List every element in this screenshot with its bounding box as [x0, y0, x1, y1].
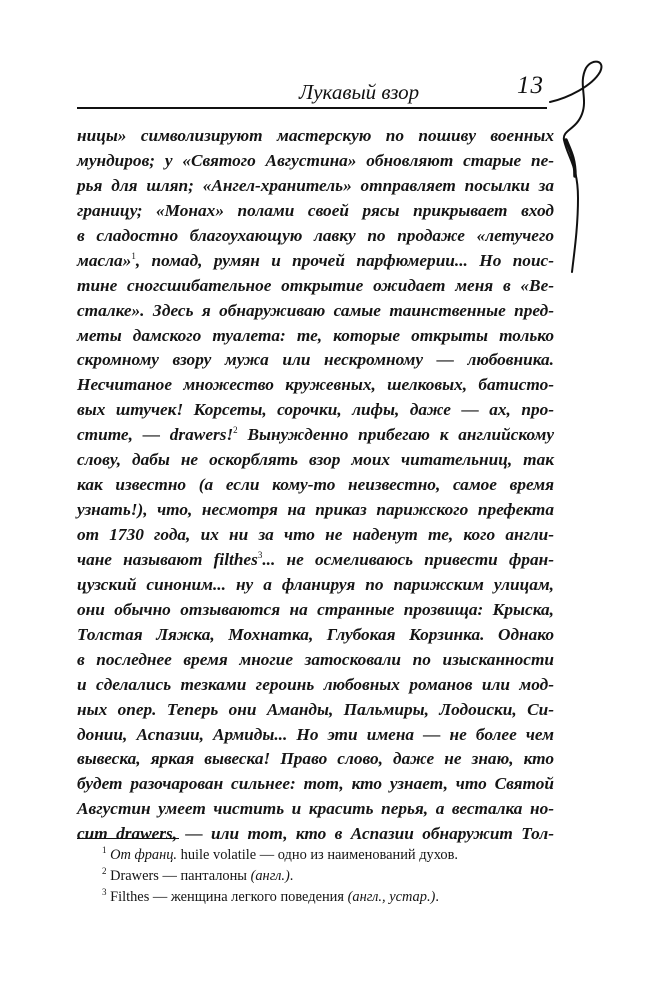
body-line-text: в сладостно благоухающую лавку по продаже «летучего — [77, 225, 554, 245]
body-line — [77, 698, 554, 723]
body-line — [77, 348, 554, 373]
body-line — [77, 747, 554, 772]
body-line — [77, 224, 554, 249]
footnote-marker: 3 — [257, 550, 263, 561]
body-line-text: Августин умеет чистить и красить перья, а весталка но- — [77, 799, 554, 819]
body-line — [77, 398, 554, 423]
body-line-text: слову, дабы не оскорблять взор моих читательниц, так — [77, 450, 554, 470]
body-line — [77, 548, 554, 573]
body-line-text: Несчитаное множество кружевных, шелковых, батисто- — [77, 375, 554, 395]
body-line — [77, 274, 554, 299]
body-line-text-continued: , помад, румян и прочей парфюмерии... Но поис- — [135, 250, 554, 270]
body-line — [77, 498, 554, 523]
body-line-text-continued: ... не осмеливаюсь привести фран- — [262, 549, 554, 569]
body-line-text: будет разочарован сильнее: тот, кто узнает, что Святой — [77, 774, 554, 794]
body-line-text: вывеска, яркая вывеска! Право слово, даже не знаю, кто — [77, 749, 554, 769]
body-line — [77, 373, 554, 398]
footnote-marker: 2 — [233, 425, 238, 436]
body-line — [77, 772, 554, 797]
body-line-text: ницы» символизируют мастерскую по пошиву военных — [77, 126, 554, 145]
body-line — [77, 648, 554, 673]
footnote — [102, 887, 562, 908]
body-line — [77, 423, 554, 448]
body-line-text: стите, — drawers! — [77, 425, 234, 445]
body-line-text: Толстая Ляжка, Мохнатка, Глубокая Корзинка. Однако — [77, 624, 554, 644]
body-line-text: границу; «Монах» полами своей рясы прикрывает вход — [77, 200, 554, 220]
body-line — [77, 822, 554, 847]
running-title: Лукавый взор — [299, 80, 420, 104]
footnote-text: Drawers — панталоны — [110, 868, 251, 884]
body-line-text: чане называют filthes — [77, 549, 258, 569]
footnote — [102, 866, 562, 887]
body-line-text: они обычно отзываются на странные прозвища: Крыска, — [77, 599, 554, 619]
header-rule — [77, 107, 547, 109]
footnote-tail: . — [289, 868, 294, 884]
body-line-text-continued: Вынужденно прибегаю к английскому — [237, 425, 554, 445]
body-line — [77, 573, 554, 598]
footnote-text: Filthes — женщина легкого поведения — [110, 889, 348, 905]
body-line-text: рья для шляп; «Ангел-хранитель» отправляет посылки за — [77, 175, 554, 195]
body-line-text: донии, Аспазии, Армиды... Но эти имена — не более чем — [77, 724, 554, 744]
footnote-marker: 1 — [131, 250, 136, 261]
body-line — [77, 473, 554, 498]
body-text — [77, 124, 554, 847]
body-line — [77, 448, 554, 473]
footnote — [102, 845, 562, 866]
footnote-number: 2 — [102, 866, 107, 877]
body-line — [77, 598, 554, 623]
decorative-flourish-icon — [548, 58, 628, 278]
body-line-text: и сделались тезками героинь любовных романов или мод- — [77, 674, 554, 694]
footnote-italic: От франц. — [110, 847, 178, 863]
footnotes — [102, 845, 562, 908]
footnote-text: huile volatile — одно из наименований духов. — [177, 847, 458, 863]
body-line-text: масла» — [77, 250, 132, 270]
body-line-text: узнать!), что, несмотря на приказ парижского префекта — [77, 500, 554, 520]
body-line — [77, 723, 554, 748]
body-line-text: вых штучек! Корсеты, сорочки, лифы, даже — ах, про- — [77, 400, 554, 420]
footnote-tail: . — [435, 889, 439, 905]
body-line-text: от 1730 года, их ни за что не наденут те, кого англи- — [77, 525, 554, 544]
body-line — [77, 523, 554, 548]
page-number: 13 — [517, 72, 544, 99]
footnote-rule — [77, 838, 179, 839]
body-line — [77, 124, 554, 149]
body-line-text: скромному взору мужа или нескромному — любовника. — [77, 350, 554, 370]
body-line-text: в последнее время многие затосковали по изысканности — [77, 649, 554, 669]
body-line-text: тине сногсшибательное открытие ожидает меня в «Ве- — [77, 275, 554, 295]
body-line-text: сталке». Здесь я обнаруживаю самые таинственные пред- — [77, 300, 554, 320]
body-line — [77, 324, 554, 349]
body-line-text: сит drawers, — или тот, кто в Аспазии обнаружит Тол- — [77, 824, 554, 844]
body-line — [77, 623, 554, 648]
body-line — [77, 174, 554, 199]
body-line-text: как известно (а если кому-то неизвестно, самое время — [77, 475, 554, 495]
body-line-text: мундиров; у «Святого Августина» обновляют старые пе- — [77, 150, 554, 170]
body-line-text: цузский синоним... ну а фланируя по парижским улицам, — [77, 574, 554, 594]
footnote-number: 3 — [102, 887, 107, 898]
body-line-text: ных опер. Теперь они Аманды, Пальмиры, Лодоиски, Си- — [77, 699, 554, 719]
footnote-language-note: (англ.) — [250, 868, 290, 884]
body-line — [77, 249, 554, 274]
body-line — [77, 199, 554, 224]
body-line-text: меты дамского туалета: те, которые открыты только — [77, 325, 554, 345]
footnote-number: 1 — [102, 845, 107, 856]
footnote-language-note: (англ., устар.) — [347, 889, 436, 905]
body-line — [77, 299, 554, 324]
body-line — [77, 149, 554, 174]
body-line — [77, 673, 554, 698]
body-line — [77, 797, 554, 822]
